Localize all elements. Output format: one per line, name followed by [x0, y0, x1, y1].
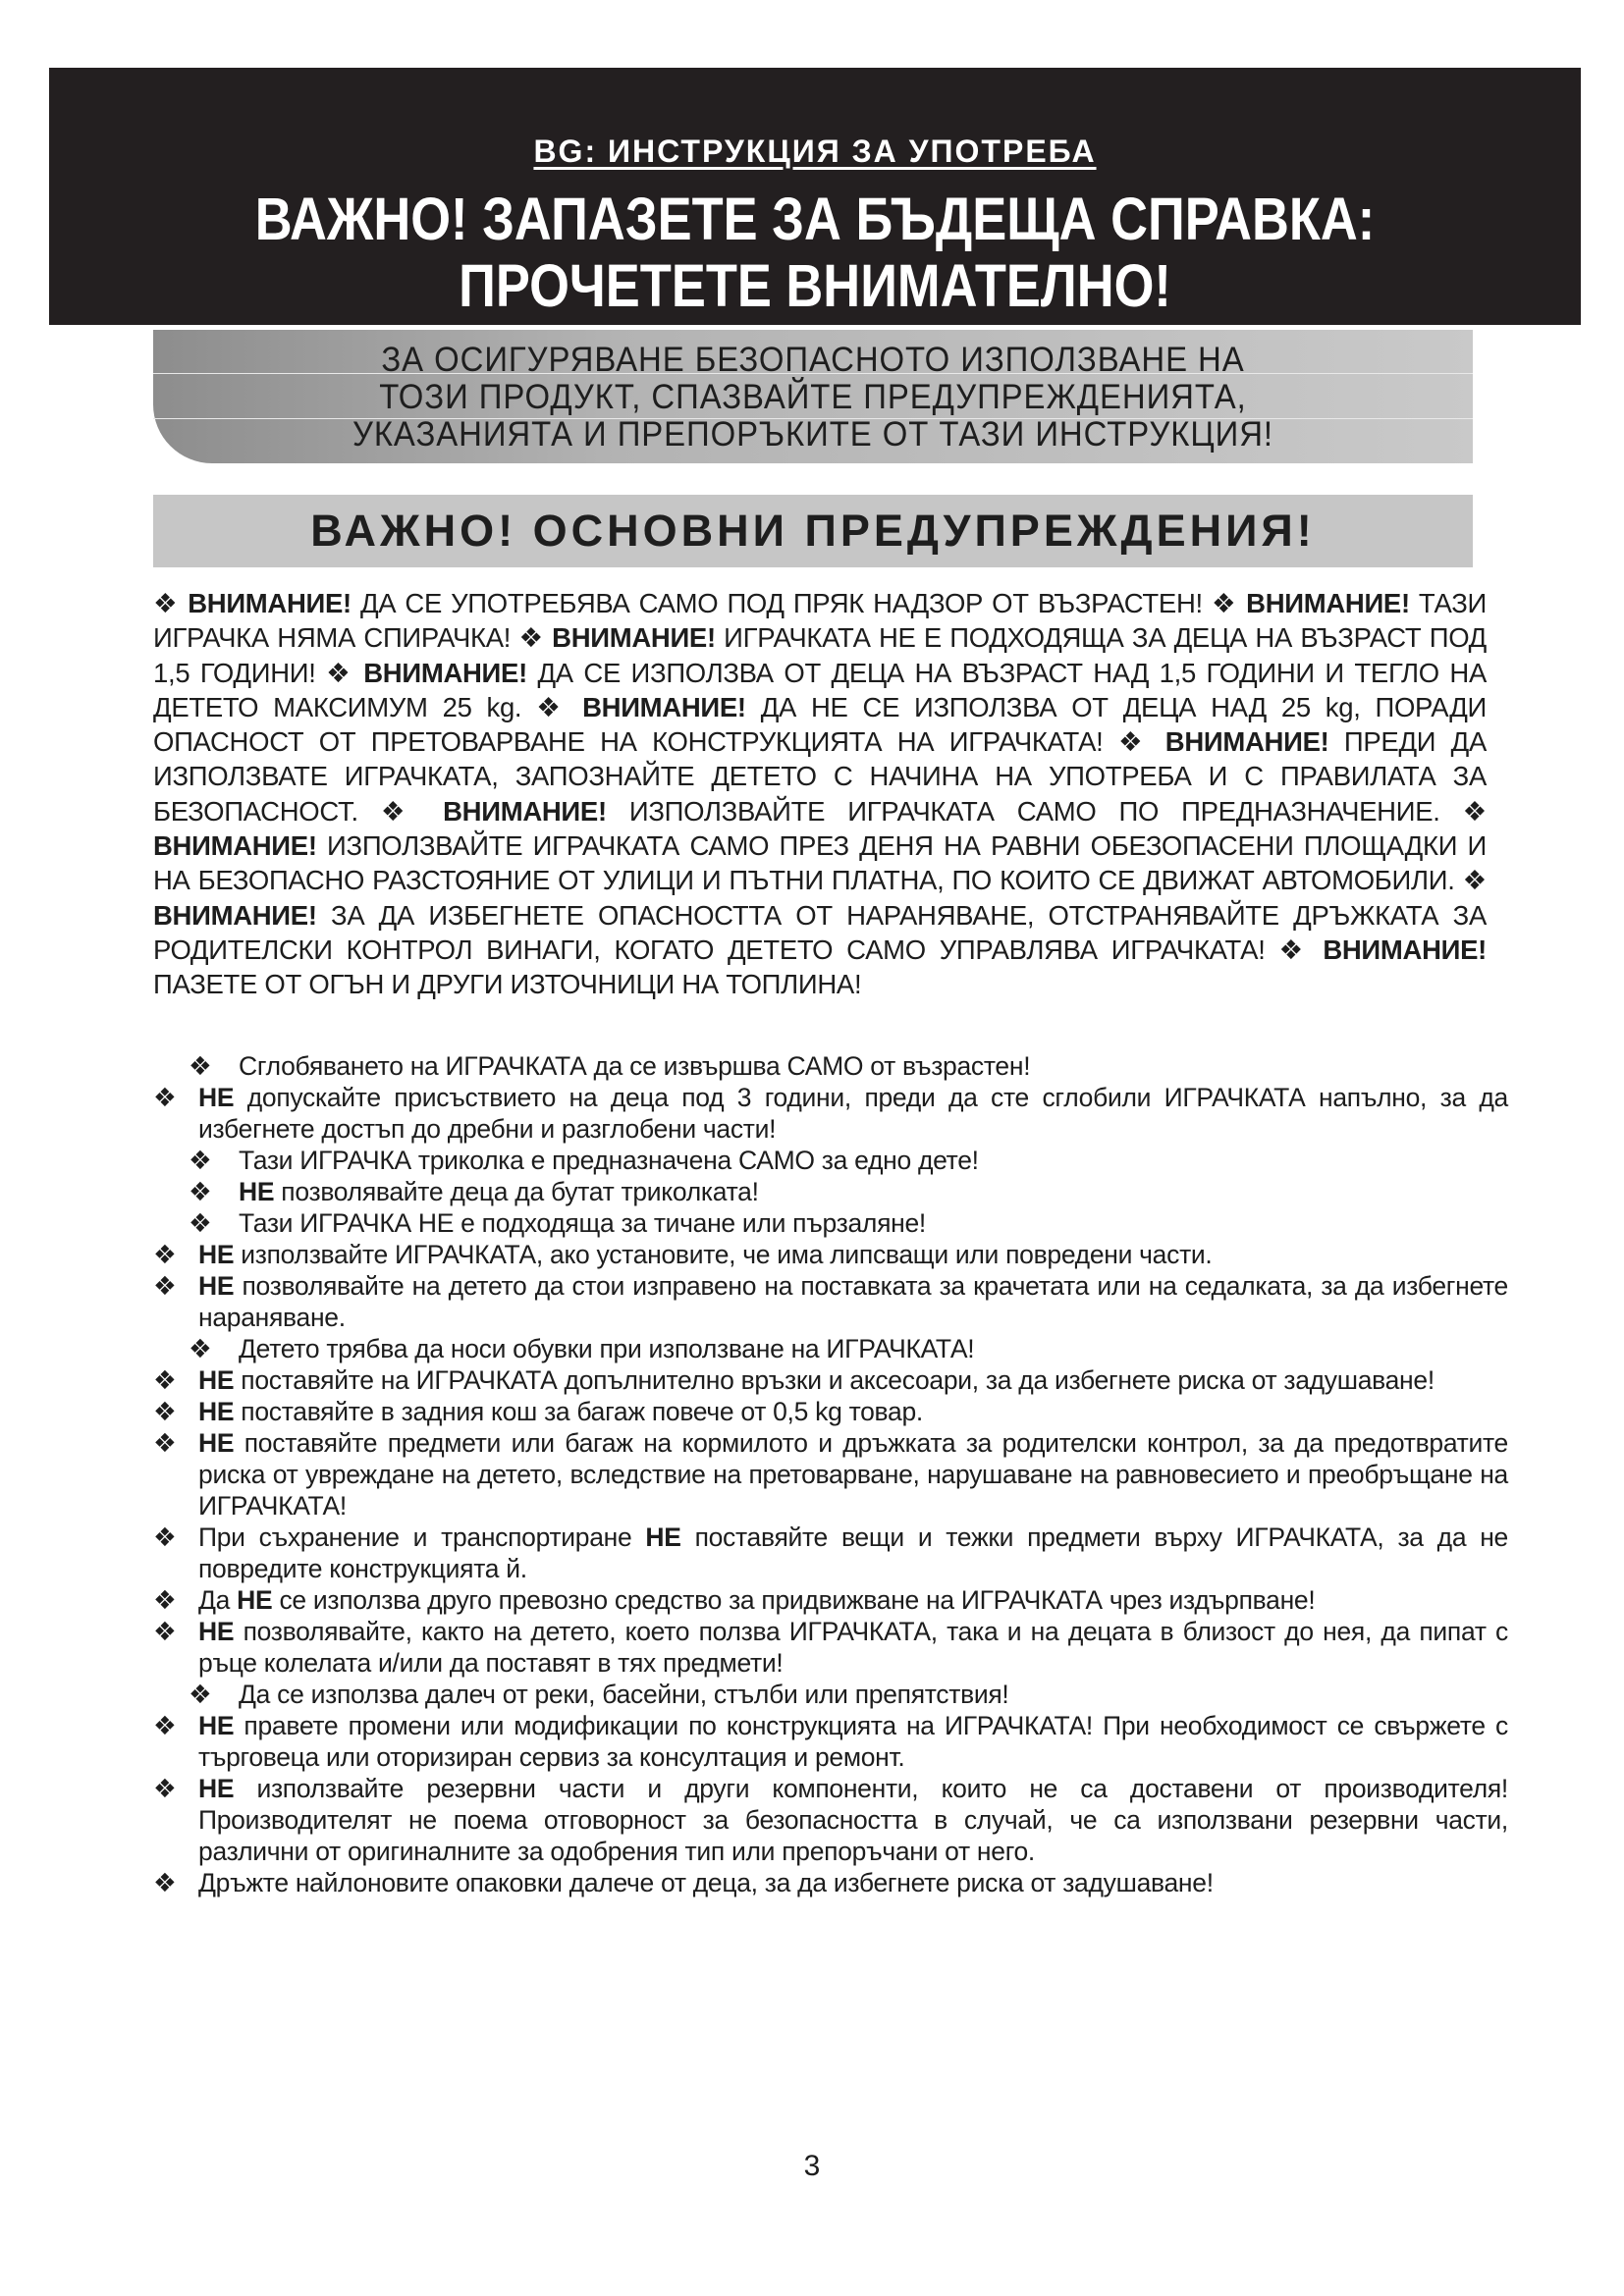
bullet-icon: ❖	[189, 1146, 212, 1175]
title-line-2: ПРОЧЕТЕТЕ ВНИМАТЕЛНО!	[459, 252, 1171, 319]
warning-label: ВНИМАНИЕ!	[552, 622, 716, 654]
warning-label: ВНИМАНИЕ!	[188, 588, 352, 618]
list-item	[153, 1364, 1508, 1396]
rule-text: Детето трябва да носи обувки при използване на ИГРАЧКАТА!	[239, 1334, 975, 1363]
rule-emphasis: НЕ	[645, 1522, 681, 1552]
rule-emphasis: НЕ	[198, 1711, 235, 1740]
bullet-icon: ❖	[153, 588, 180, 618]
warning-label: ВНИМАНИЕ!	[153, 830, 317, 862]
rule-text: Дръжте найлоновите опаковки далече от деца, за да избегнете риска от задушаване!	[198, 1868, 1214, 1897]
list-item	[153, 1710, 1508, 1773]
bullet-icon: ❖	[189, 1334, 212, 1363]
bullet-icon: ❖	[1278, 934, 1310, 965]
list-item	[153, 1396, 1508, 1427]
warning-label: ВНИМАНИЕ!	[1246, 588, 1410, 618]
bullet-icon: ❖	[189, 1177, 212, 1206]
bullet-icon: ❖	[153, 1397, 177, 1426]
bullet-icon: ❖	[1462, 795, 1488, 827]
warning-text: ИЗПОЛЗВАЙТЕ ИГРАЧКАТА САМО ПРЕЗ ДЕНЯ НА РАВНИ ОБЕЗОПАСЕНИ ПЛОЩАДКИ И НА БЕЗОПАСНО РАЗСТОЯНИЕ ОТ УЛИЦИ И ПЪТНИ ПЛАТНА, ПО КОИТО СЕ ДВИЖАТ АВТОМОБИЛИ.	[153, 830, 1487, 896]
bullet-icon: ❖	[189, 1680, 212, 1709]
bullet-icon: ❖	[1211, 588, 1238, 618]
header-banner	[49, 68, 1581, 325]
rule-emphasis: НЕ	[198, 1428, 235, 1458]
rule-text: поставяйте в задния кош за багаж повече от 0,5 kg товар.	[234, 1397, 923, 1426]
warning-text: ЗА ДА ИЗБЕГНЕТЕ ОПАСНОСТТА ОТ НАРАНЯВАНЕ, ОТСТРАНЯВАЙТЕ ДРЪЖКАТА ЗА РОДИТЕЛСКИ КОНТРОЛ ВИНАГИ, КОГАТО ДЕТЕТО САМО УПРАВЛЯВА ИГРАЧКАТА!	[153, 899, 1487, 965]
rule-emphasis: НЕ	[237, 1585, 273, 1615]
rule-text: поставяйте на ИГРАЧКАТА допълнително връзки и аксесоари, за да избегнете риска от задушаване!	[234, 1365, 1435, 1395]
rule-text: позволявайте на детето да стои изправено на поставката за крачетата или на седалката, за да избегнете нараняване.	[198, 1271, 1508, 1332]
rule-emphasis: НЕ	[198, 1083, 235, 1112]
list-item	[153, 1082, 1508, 1145]
bullet-icon: ❖	[153, 1428, 177, 1458]
rule-emphasis: НЕ	[198, 1617, 235, 1646]
list-item	[153, 1427, 1508, 1522]
warning-text: ИГРАЧКАТА НЕ Е ПОДХОДЯЩА ЗА ДЕЦА НА ВЪЗРАСТ ПОД 1,5 ГОДИНИ!	[153, 622, 1488, 688]
bullet-icon: ❖	[153, 1083, 177, 1112]
bullet-icon: ❖	[326, 657, 353, 688]
rule-text: позволявайте, както на детето, което ползва ИГРАЧКАТА, така и на децата в близост до нея, да пипат с ръце колелата и/или да поставят в тях предмети!	[198, 1617, 1508, 1678]
warning-text: ТАЗИ ИГРАЧКА НЯМА СПИРАЧКА!	[153, 588, 1488, 654]
notice-line-2: ТОЗИ ПРОДУКТ, СПАЗВАЙТЕ ПРЕДУПРЕЖДЕНИЯТА,	[379, 378, 1247, 416]
bullet-icon: ❖	[153, 1522, 177, 1552]
list-item	[153, 1207, 1508, 1239]
safety-notice-text	[192, 342, 1433, 454]
warning-label: ВНИМАНИЕ!	[153, 899, 317, 931]
bullet-icon: ❖	[153, 1711, 177, 1740]
warning-label: ВНИМАНИЕ!	[443, 795, 607, 827]
bullet-icon: ❖	[153, 1271, 177, 1301]
rule-text: използвайте ИГРАЧКАТА, ако установите, че има липсващи или повредени части.	[234, 1240, 1213, 1269]
page-number: 3	[803, 2150, 821, 2182]
warning-text: ДА НЕ СЕ ИЗПОЛЗВА ОТ ДЕЦА НАД 25 kg, ПОРАДИ ОПАСНОСТ ОТ ПРЕТОВАРВАНЕ НА КОНСТРУКЦИЯТА НА ИГРАЧКАТА!	[153, 691, 1487, 758]
bullet-icon: ❖	[1117, 726, 1151, 758]
rule-text: Сглобяването на ИГРАЧКАТА да се извършва САМО от възрастен!	[239, 1051, 1031, 1081]
rule-text: се използва друго превозно средство за придвижване на ИГРАЧКАТА чрез издърпване!	[272, 1585, 1316, 1615]
list-item	[153, 1616, 1508, 1679]
warning-text: ДА СЕ УПОТРЕБЯВА САМО ПОД ПРЯК НАДЗОР ОТ ВЪЗРАСТЕН!	[351, 588, 1212, 618]
rule-text: Тази ИГРАЧКА НЕ е подходяща за тичане или пързаляне!	[239, 1208, 926, 1238]
warning-label: ВНИМАНИЕ!	[1323, 934, 1487, 965]
list-item	[153, 1270, 1508, 1333]
section-heading-bar	[153, 495, 1473, 567]
rule-emphasis: НЕ	[239, 1177, 275, 1206]
warning-text: ПРЕДИ ДА ИЗПОЛЗВАТЕ ИГРАЧКАТА, ЗАПОЗНАЙТЕ ДЕТЕТО С НАЧИНА НА УПОТРЕБА И С ПРАВИЛАТА ЗА БЕЗОПАСНОСТ.	[153, 726, 1488, 827]
list-item	[153, 1522, 1508, 1584]
list-item	[153, 1584, 1508, 1616]
rule-prefix: При съхранение и транспортиране	[198, 1522, 646, 1552]
rule-emphasis: НЕ	[198, 1397, 235, 1426]
rule-emphasis: НЕ	[198, 1271, 235, 1301]
bullet-icon: ❖	[153, 1365, 177, 1395]
bullet-icon: ❖	[518, 622, 544, 654]
warnings-paragraph	[153, 586, 1487, 1002]
rule-emphasis: НЕ	[198, 1365, 235, 1395]
list-item	[153, 1867, 1508, 1898]
rule-text: Тази ИГРАЧКА триколка е предназначена САМО за едно дете!	[239, 1146, 979, 1175]
warning-label: ВНИМАНИЕ!	[363, 657, 527, 688]
document-subtitle: BG: ИНСТРУКЦИЯ ЗА УПОТРЕБА	[533, 133, 1097, 169]
warning-text: ИЗПОЛЗВАЙТЕ ИГРАЧКАТА САМО ПО ПРЕДНАЗНАЧЕНИЕ.	[606, 795, 1463, 827]
bullet-icon: ❖	[189, 1051, 212, 1081]
bullet-icon: ❖	[153, 1868, 177, 1897]
rule-text: допускайте присъствието на деца под 3 години, преди да сте сглобили ИГРАЧКАТА напълно, за да избегнете достъп до дребни и разглобени части!	[198, 1083, 1508, 1144]
notice-line-3: УКАЗАНИЯТА И ПРЕПОРЪКИТЕ ОТ ТАЗИ ИНСТРУКЦИЯ!	[352, 415, 1274, 454]
list-item	[153, 1333, 1508, 1364]
bullet-icon: ❖	[536, 691, 568, 722]
rule-prefix: Да	[198, 1585, 238, 1615]
warning-label: ВНИМАНИЕ!	[582, 691, 746, 722]
list-item	[153, 1773, 1508, 1867]
list-item	[153, 1239, 1508, 1270]
section-heading: ВАЖНО! ОСНОВНИ ПРЕДУПРЕЖДЕНИЯ!	[310, 506, 1316, 556]
bullet-icon: ❖	[153, 1617, 177, 1646]
list-item	[153, 1679, 1508, 1710]
rule-text: поставяйте вещи и тежки предмети върху ИГРАЧКАТА, за да не повредите конструкцията й.	[198, 1522, 1508, 1583]
rule-emphasis: НЕ	[198, 1774, 235, 1803]
rule-emphasis: НЕ	[198, 1240, 235, 1269]
rule-text: поставяйте предмети или багаж на кормилото и дръжката за родителски контрол, за да предотвратите риска от увреждане на детето, вследствие на претоварване, нарушаване на равновесието и преобръщане на ИГРАЧКАТА!	[198, 1428, 1508, 1521]
list-item	[153, 1050, 1508, 1082]
warning-label: ВНИМАНИЕ!	[1164, 726, 1329, 758]
bullet-icon: ❖	[189, 1208, 212, 1238]
bullet-icon: ❖	[380, 795, 421, 827]
safety-notice-band	[153, 330, 1473, 463]
rule-text: позволявайте деца да бутат триколката!	[274, 1177, 759, 1206]
bullet-icon: ❖	[153, 1585, 177, 1615]
warning-text: ДА СЕ ИЗПОЛЗВА ОТ ДЕЦА НА ВЪЗРАСТ НАД 1,5 ГОДИНИ И ТЕГЛО НА ДЕТЕТО МАКСИМУМ 25 kg.	[153, 657, 1488, 722]
bullet-icon: ❖	[153, 1240, 177, 1269]
bullet-icon: ❖	[1462, 865, 1487, 896]
list-item	[153, 1176, 1508, 1207]
notice-line-1: ЗА ОСИГУРЯВАНЕ БЕЗОПАСНОТО ИЗПОЛЗВАНЕ НА	[381, 341, 1245, 379]
list-item	[153, 1145, 1508, 1176]
rule-text: използвайте резервни части и други компоненти, които не са доставени от производителя! Производителят не поема отговорност за безопасността в случай, че са използвани резервни части, различни от оригиналните за одобрения тип или препоръчани от него.	[198, 1774, 1508, 1866]
safety-rules-list	[153, 1050, 1508, 1898]
document-title	[156, 186, 1474, 319]
title-line-1: ВАЖНО! ЗАПАЗЕТЕ ЗА БЪДЕЩА СПРАВКА:	[254, 186, 1376, 252]
rule-text: Да се използва далеч от реки, басейни, стълби или препятствия!	[239, 1680, 1009, 1709]
bullet-icon: ❖	[153, 1774, 177, 1803]
rule-text: правете промени или модификации по конструкцията на ИГРАЧКАТА! При необходимост се свържете с търговеца или оторизиран сервиз за консултация и ремонт.	[198, 1711, 1508, 1772]
warning-text: ПАЗЕТЕ ОТ ОГЪН И ДРУГИ ИЗТОЧНИЦИ НА ТОПЛИНА!	[153, 969, 862, 1000]
